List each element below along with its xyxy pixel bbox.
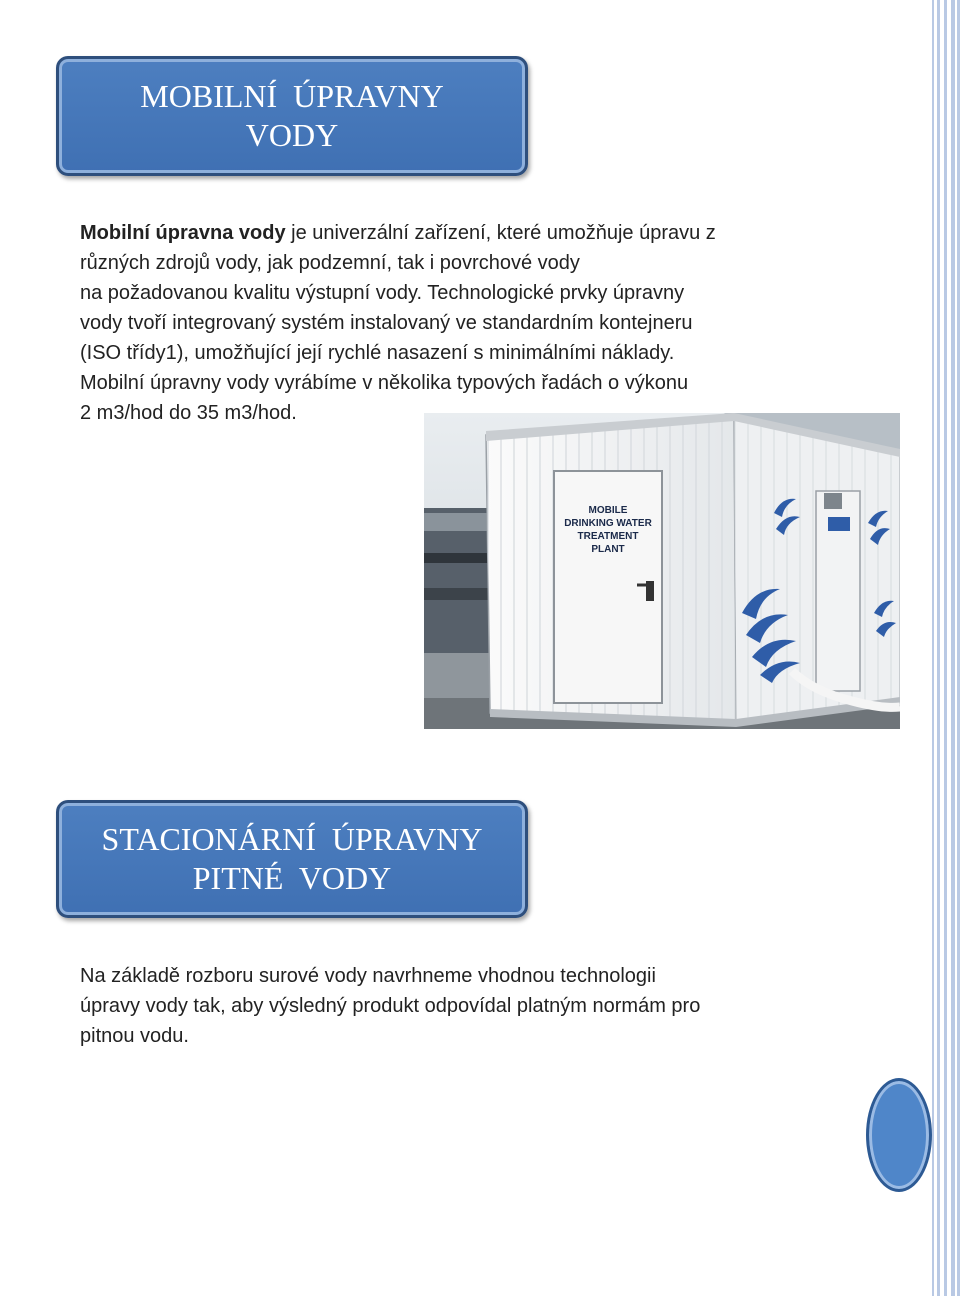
mobile-description <box>80 218 820 428</box>
text-line: Na základě rozboru surové vody navrhneme vhodnou technologii <box>80 965 656 987</box>
stationary-description <box>80 961 820 1051</box>
section-title-line: STACIONÁRNÍ ÚPRAVNY <box>101 821 483 857</box>
text-line: vody tvoří integrovaný systém instalovaný ve standardním kontejneru <box>80 312 693 334</box>
decorative-oval <box>866 1078 932 1192</box>
text-line: Mobilní úpravny vody vyrábíme v několika typových řadách o výkonu <box>80 372 689 394</box>
container-plant-photo <box>424 413 900 729</box>
door-sign-line: TREATMENT <box>577 531 639 542</box>
text-line: (ISO třídy1), umožňující její rychlé nasazení s minimálními náklady. <box>80 342 675 364</box>
text-line: úpravy vody tak, aby výsledný produkt odpovídal platným normám pro <box>80 995 701 1017</box>
text-line: pitnou vodu. <box>80 1025 189 1047</box>
text-line: na požadovanou kvalitu výstupní vody. Technologické prvky úpravny <box>80 282 685 304</box>
container-illustration <box>424 413 900 729</box>
right-decorative-stripes <box>930 0 960 1296</box>
text-line: 2 m3/hod do 35 m3/hod. <box>80 402 297 424</box>
text-line: je univerzální zařízení, které umožňuje úpravu z <box>285 222 716 244</box>
section-title-stationary <box>56 800 528 918</box>
section-title-line: PITNÉ VODY <box>192 860 392 896</box>
section-title-line: VODY <box>245 117 339 153</box>
text-line: různých zdrojů vody, jak podzemní, tak i povrchové vody <box>80 252 580 274</box>
door-sign-line: PLANT <box>591 544 625 555</box>
section-title-line: MOBILNÍ ÚPRAVNY <box>140 78 444 114</box>
door-sign-line: DRINKING WATER <box>564 518 652 529</box>
door-sign-line: MOBILE <box>588 505 628 516</box>
section-title-mobile <box>56 56 528 176</box>
intro-bold-term: Mobilní úpravna vody <box>80 222 286 244</box>
